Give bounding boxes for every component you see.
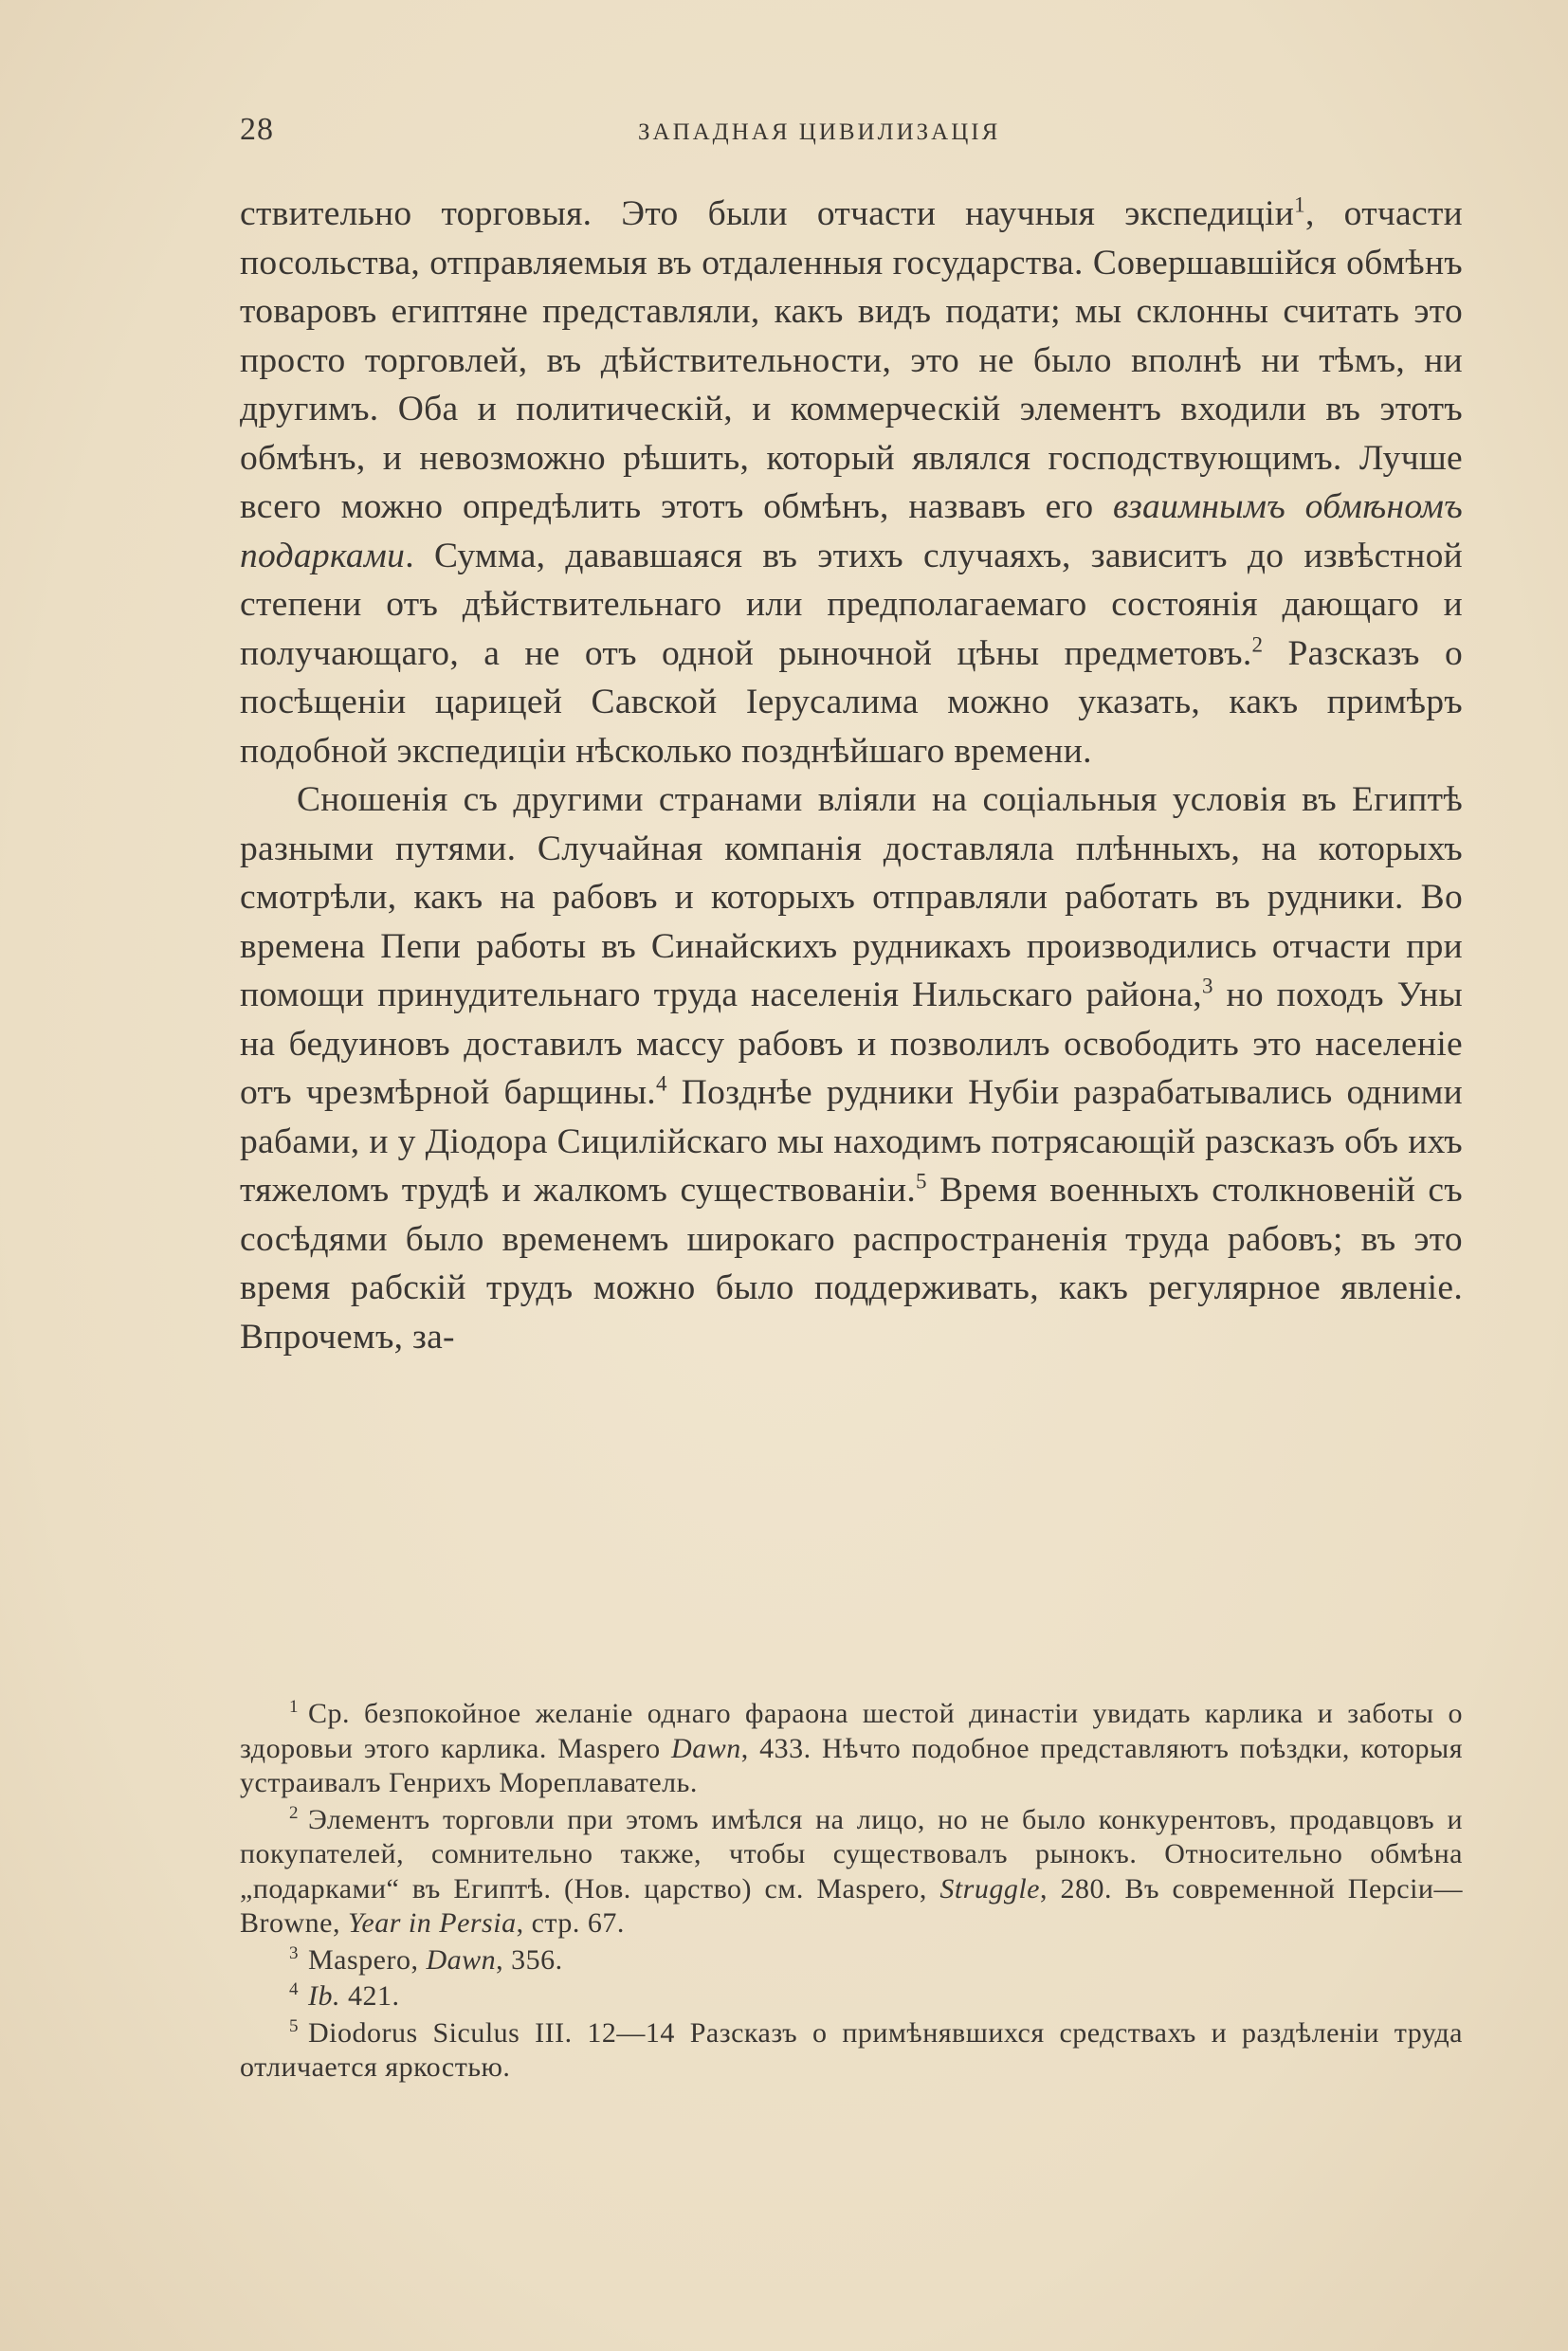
footnote-ref-4: 4 (656, 1071, 667, 1096)
paragraph-1-text-a: ствительно торговыя. Это были отчасти научныя экспедиціи (240, 194, 1295, 233)
paragraph-2-text-c: Позднѣе рудники Нубіи разрабатывались одними рабами, и у Діодора Сицилійскаго мы находимъ потрясающій разсказъ объ ихъ тяжеломъ трудѣ и жалкомъ существованіи. (240, 1073, 1464, 1210)
paragraph-1 (240, 190, 1463, 775)
footnote-5-text: Diodorus Siculus III. 12—14 Разсказъ о примѣнявшихся средствахъ и раздѣленіи труда отличается яркостью. (240, 2016, 1463, 2083)
footnote-5 (240, 2016, 1463, 2086)
paragraph-2-text-b: но походъ Уны на бедуиновъ доставилъ массу рабовъ и позволилъ освободить это населеніе отъ чрезмѣрной барщины. (240, 975, 1463, 1112)
footnote-2-italic-a: Struggle (939, 1872, 1040, 1904)
footnote-2-text-b: , 280. Въ современной Персіи—Browne, (240, 1872, 1463, 1939)
footnote-2-text-a: Элементъ торговли при этомъ имѣлся на лицо, но не было конкурентовъ, продавцовъ и покупателей, сомнительно также, чтобы существовалъ рынокъ. Относительно обмѣна „подарками“ въ Египтѣ. (Нов. царство) см. Maspero, (240, 1803, 1463, 1904)
paragraph-1-text-d: Разсказъ о посѣщеніи царицей Савской Іерусалима можно указать, какъ примѣръ подобной экспедиціи нѣсколько позднѣйшаго времени. (240, 633, 1463, 771)
footnote-5-mark: 5 (289, 2015, 299, 2036)
paragraph-2 (240, 775, 1463, 1361)
paragraph-1-text-c: . Сумма, дававшаяся въ этихъ случаяхъ, зависитъ до извѣстной степени отъ дѣйствительнаго или предполагаемаго состоянія дающаго и получающаго, а не отъ одной рыночной цѣны предметовъ. (240, 536, 1463, 673)
footnote-2-mark: 2 (289, 1802, 299, 1823)
footnote-4 (240, 1979, 1463, 2014)
footnote-4-italic: Ib. (308, 1980, 340, 2012)
footnote-1-text-a: Ср. безпокойное желаніе однаго фараона шестой династіи увидать карлика и заботы о здоровьи этого карлика. Maspero (240, 1698, 1463, 1764)
footnote-3-mark: 3 (289, 1942, 299, 1963)
footnote-2-text-c: , стр. 67. (516, 1907, 625, 1939)
footnote-1-italic: Dawn (671, 1732, 741, 1764)
footnote-4-text: 421. (340, 1980, 400, 2012)
footnote-4-mark: 4 (289, 1979, 299, 1999)
footnotes (240, 1697, 1463, 2087)
footnote-3 (240, 1943, 1463, 1978)
footnote-ref-3: 3 (1201, 974, 1213, 998)
footnote-3-text-b: , 356. (496, 1943, 563, 1976)
page-number: 28 (240, 112, 274, 147)
paragraph-2-text-a: Сношенія съ другими странами вліяли на соціальныя условія въ Египтѣ разными путями. Случайная компанія доставляла плѣнныхъ, на которыхъ смотрѣли, какъ на рабовъ и которыхъ отправляли работать въ рудники. Во времена Пепи работы въ Синайскихъ рудникахъ производились отчасти при помощи принудительнаго труда населенія Нильскаго района, (240, 780, 1463, 1014)
paragraph-2-text-d: Время военныхъ столкновеній съ сосѣдями было временемъ широкаго распространенія труда рабовъ; въ это время рабскій трудъ можно было поддерживать, какъ регулярное явленіе. Впрочемъ, за- (240, 1171, 1463, 1357)
main-text (240, 190, 1463, 1361)
footnote-3-text-a: Maspero, (308, 1943, 427, 1976)
footnote-1-mark: 1 (289, 1697, 299, 1717)
footnote-3-italic: Dawn (426, 1943, 497, 1976)
page-header (240, 112, 1463, 155)
footnote-1 (240, 1697, 1463, 1801)
footnote-2 (240, 1803, 1463, 1941)
paragraph-1-italic-phrase: взаимнымъ обмѣномъ подарками (240, 487, 1463, 575)
footnote-ref-2: 2 (1251, 632, 1264, 656)
running-title: ЗАПАДНАЯ ЦИВИЛИЗАЦІЯ (638, 119, 1001, 145)
footnote-1-text-b: , 433. Нѣчто подобное представляютъ поѣздки, которыя устраивалъ Генрихъ Мореплаватель. (240, 1732, 1463, 1798)
paragraph-1-text-b: , отчасти посольства, отправляемыя въ отдаленныя государства. Совершавшійся обмѣнъ товаровъ египтяне представляли, какъ видъ подати; мы склонны считать это просто торговлей, въ дѣйствительности, это не было вполнѣ ни тѣмъ, ни другимъ. Оба и политическій, и коммерческій элементъ входили въ этотъ обмѣнъ, и невозможно рѣшить, который являлся господствующимъ. Лучше всего можно опредѣлить этотъ обмѣнъ, назвавъ его (240, 194, 1464, 526)
footnote-2-italic-b: Year in Persia (347, 1907, 517, 1939)
footnote-ref-1: 1 (1294, 192, 1305, 217)
footnote-ref-5: 5 (916, 1169, 927, 1194)
